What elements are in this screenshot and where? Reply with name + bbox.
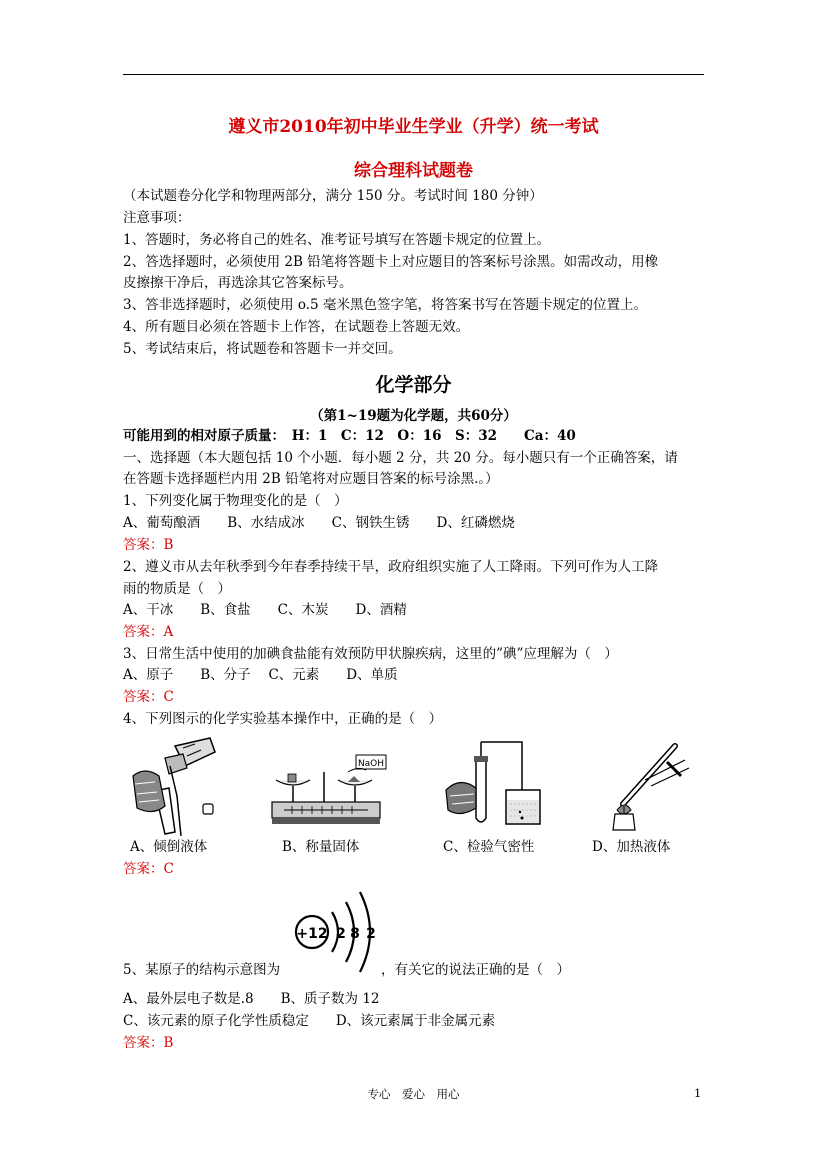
notice-item: 3、答非选择题时，必须使用 o.5 毫米黑色签字笔，将答案书写在答题卡规定的位置上。 [123, 297, 647, 313]
atom-structure-diagram [288, 888, 388, 976]
header-rule [123, 74, 704, 75]
nucleus-charge: +12 [296, 926, 328, 942]
question-options: A、葡萄酿酒 B、水结成冰 C、钢铁生锈 D、红磷燃烧 [123, 515, 515, 531]
figure-caption: D、加热液体 [592, 839, 671, 855]
figure-caption: B、称量固体 [282, 839, 360, 855]
page-number: 1 [694, 1086, 702, 1100]
question-options: C、该元素的原子化学性质稳定 D、该元素属于非金属元素 [123, 1013, 496, 1029]
question-stem: 4、下列图示的化学实验基本操作中，正确的是（ ） [123, 711, 443, 727]
question-options: A、原子 B、分子 C、元素 D、单质 [123, 667, 398, 683]
exam-subtitle: 综合理科试题卷 [354, 161, 473, 181]
section-heading: 化学部分 [375, 374, 452, 396]
question-stem: 3、日常生活中使用的加碘食盐能有效预防甲状腺疾病，这里的”碘”应理解为（ ） [123, 646, 618, 662]
shell-electrons: 2 [366, 926, 376, 942]
question-options: A、最外层电子数是.8 B、质子数为 12 [123, 991, 380, 1007]
shell-electrons: 8 [350, 926, 360, 942]
figure-caption: A、倾倒液体 [130, 839, 208, 855]
question-stem: 5、某原子的结构示意图为 [123, 962, 281, 978]
notice-item: 皮擦擦干净后，再选涂其它答案标号。 [123, 275, 353, 291]
notice-item: 1、答题时，务必将自己的姓名、准考证号填写在答题卡规定的位置上。 [123, 232, 551, 248]
balance-scale-figure [268, 752, 388, 832]
exam-title: 遵义市2010年初中毕业生学业（升学）统一考试 [228, 117, 599, 137]
notice-item: 4、所有题目必须在答题卡上作答，在试题卷上答题无效。 [123, 319, 470, 335]
question-stem: ，有关它的说法正确的是（ ） [381, 962, 570, 978]
section-instruction: 一、选择题（本大题包括 10 个小题．每小题 2 分，共 20 分。每小题只有一个正确答案，请 [123, 450, 678, 466]
question-answer: 答案：B [123, 537, 174, 553]
atomic-mass-line: 可能用到的相对原子质量： H：1 C：12 O：16 S：32 Ca：40 [123, 428, 576, 444]
question-answer: 答案：A [123, 624, 174, 640]
notice-item: 2、答选择题时，必须使用 2B 铅笔将答题卡上对应题目的答案标号涂黑。如需改动，用橡 [123, 254, 659, 270]
intro-note: （本试题卷分化学和物理两部分，满分 150 分。考试时间 180 分钟） [123, 188, 543, 204]
heating-liquid-figure [605, 740, 695, 832]
question-stem: 1、下列变化属于物理变化的是（ ） [123, 493, 348, 509]
question-stem: 2、遵义市从去年秋季到今年春季持续干旱，政府组织实施了人工降雨。下列可作为人工降 [123, 559, 659, 575]
section-range: （第1~19题为化学题，共60分） [310, 408, 517, 424]
airtightness-check-figure [440, 738, 550, 833]
shell-electrons: 2 [336, 926, 346, 942]
footer-motto: 专心 爱心 用心 [367, 1087, 460, 1101]
notice-title: 注意事项： [123, 210, 191, 226]
question-stem: 雨的物质是（ ） [123, 581, 231, 597]
section-instruction: 在答题卡选择题栏内用 2B 铅笔将对应题目答案的标号涂黑.。） [123, 471, 499, 487]
pouring-liquid-figure [125, 736, 220, 836]
question-options: A、干冰 B、食盐 C、木炭 D、酒精 [123, 602, 407, 618]
figure-caption: C、检验气密性 [443, 839, 535, 855]
question-answer: 答案：B [123, 1035, 174, 1051]
question-answer: 答案：C [123, 861, 174, 877]
notice-item: 5、考试结束后，将试题卷和答题卡一并交回。 [123, 341, 402, 357]
question-answer: 答案：C [123, 689, 174, 705]
naoh-label: NaOH [357, 759, 385, 769]
